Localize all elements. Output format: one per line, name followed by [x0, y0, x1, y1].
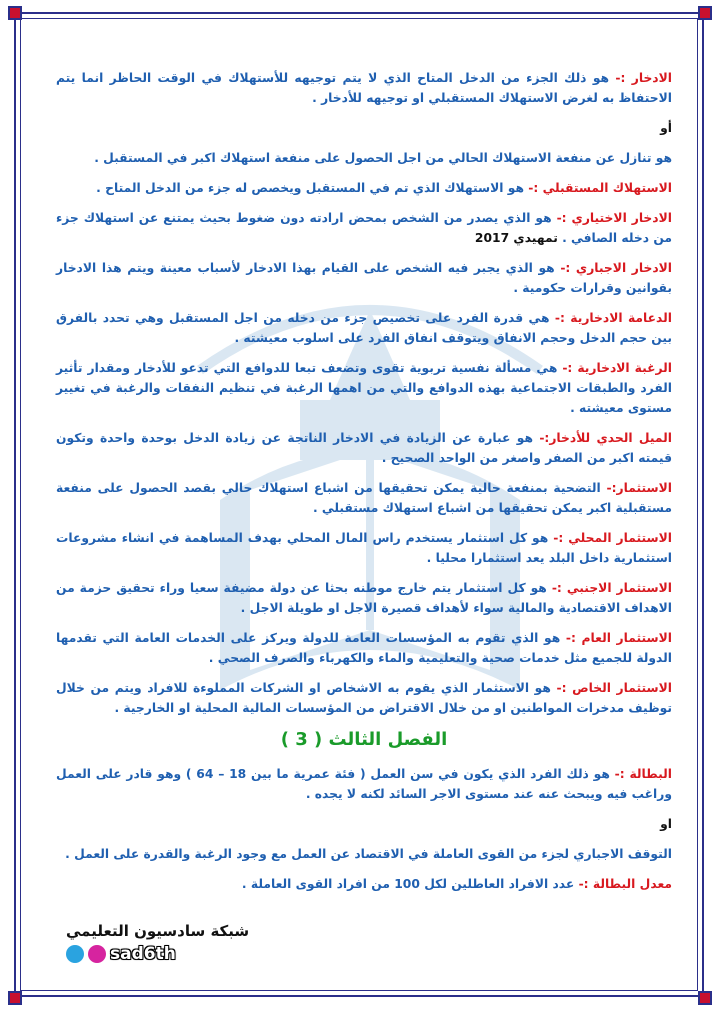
- corner-ornament: [8, 6, 22, 20]
- definition-entry: [56, 358, 672, 418]
- definition-entry: [56, 844, 672, 864]
- instagram-icon: [88, 945, 106, 963]
- logo-handle: sad6th: [110, 944, 176, 964]
- definition-entry: [56, 578, 672, 618]
- or-separator: أو: [660, 121, 672, 135]
- definition-text: التوقف الاجباري لجزء من القوى العاملة في الاقتصاد عن العمل مع وجود الرغبة والقدرة على العمل .: [65, 847, 672, 861]
- definition-entry: [56, 148, 672, 168]
- definition-text: هو عبارة عن الزيادة في الادخار الناتجة عن زيادة الدخل بوحدة واحدة وتكون قيمته اكبر من الصفر واصغر من الواحد الصحيح .: [56, 431, 672, 465]
- definition-text: التضحية بمنفعة حالية يمكن تحقيقها من اشباع استهلاك حالي بقصد الحصول على منفعة مستقبلية اكبر يمكن تحقيقها من اشباع استهلاك مستقبلي .: [56, 481, 672, 515]
- definition-entry: [56, 678, 672, 718]
- definition-term: الادخار :-: [615, 71, 672, 85]
- logo-name: شبكة سادسيون التعليمي: [66, 922, 250, 940]
- definition-entry: [56, 208, 672, 248]
- definition-text: هو تنازل عن منفعة الاستهلاك الحالي من اجل الحصول على منفعة استهلاك اكبر في المستقبل .: [94, 151, 672, 165]
- definition-entry: [56, 628, 672, 668]
- or-separator: او: [660, 817, 672, 831]
- corner-ornament: [698, 6, 712, 20]
- definition-text: هي قدرة الفرد على تخصيص جزء من دخله من اجل المستقبل وهي تحدد بالفرق بين حجم الدخل وحجم الانفاق ويتوقف انفاق الفرد على اسلوب معيشته .: [56, 311, 672, 345]
- corner-ornament: [698, 991, 712, 1005]
- definition-entry: [56, 68, 672, 108]
- definition-text: هو الذي يصدر من الشخص بمحض ارادته دون ضغوط بحيث يمتنع عن استهلاك جزء من دخله الصافي .: [56, 211, 672, 245]
- definition-entry: [56, 874, 672, 894]
- definition-entry: [56, 478, 672, 518]
- document-body: [56, 68, 672, 904]
- telegram-icon: [66, 945, 84, 963]
- exam-note: تمهيدي 2017: [474, 231, 563, 245]
- definition-entry: [56, 258, 672, 298]
- definition-term: البطالة :-: [614, 767, 672, 781]
- chapter-heading: الفصل الثالث ( 3 ): [280, 729, 448, 750]
- definition-text: هو كل استثمار يستخدم راس المال المحلي بهدف المساهمة في انشاء مشروعات استثمارية داخل البلد يعد استثمارا محليا .: [56, 531, 672, 565]
- definition-text: هو ذلك الفرد الذي يكون في سن العمل ( فئة عمرية ما بين 18 – 64 ) وهو قادر على العمل وراغب فيه ويبحث عنه عند مستوى الاجر السائد لكنه لا يجده .: [56, 767, 672, 801]
- definition-term: الاستهلاك المستقبلي :-: [528, 181, 672, 195]
- definition-text: هو كل استثمار يتم خارج موطنه بحثا عن دولة مضيفة سعيا وراء تحقيق حزمة من الاهداف الاقتصادية والمالية سواء لأهداف قصيرة الاجل او طويلة الاجل .: [56, 581, 672, 615]
- definition-text: هو الاستهلاك الذي تم في المستقبل ويخصص له جزء من الدخل المتاح .: [96, 181, 529, 195]
- definition-term: معدل البطالة :-: [578, 877, 672, 891]
- definition-term: الاستثمار الاجنبي :-: [551, 581, 672, 595]
- definition-entry: [56, 178, 672, 198]
- definition-text: هو الاستثمار الذي يقوم به الاشخاص او الشركات المملوءة للافراد ويتم من خلال توظيف مدخرات المواطنين او من خلال الاقتراض من المؤسسات المالية المحلية او الخارجية .: [56, 681, 672, 715]
- definition-entry: [56, 764, 672, 804]
- definition-text: هي مسألة نفسية تربوية تقوى وتضعف تبعا للدوافع التي تدعو للأدخار ومقدار تأثير الفرد والطبقات الاجتماعية بهذه الدوافع والتي من اهمها الرغبة في تنظيم النفقات والرغبة في تغيير مستوى معيشته .: [56, 361, 672, 415]
- publisher-logo: [66, 922, 249, 964]
- definition-entry: [56, 308, 672, 348]
- definition-term: الاستثمار العام :-: [565, 631, 672, 645]
- definition-text: هو ذلك الجزء من الدخل المتاح الذي لا يتم توجيهه للأستهلاك في الوقت الحاظر انما يتم الاحتفاظ به لغرض الاستهلاك المستقبلي او توجيهه للأدخار .: [56, 71, 672, 105]
- definition-term: الادخار الاجباري :-: [560, 261, 672, 275]
- definition-term: الاستثمار المحلي :-: [553, 531, 672, 545]
- definition-term: الادخار الاختياري :-: [556, 211, 672, 225]
- definition-entry: [56, 528, 672, 568]
- definition-term: الميل الحدي للأدخار:-: [539, 431, 672, 445]
- definition-term: الدعامة الادخارية :-: [554, 311, 672, 325]
- definition-text: عدد الافراد العاطلين لكل 100 من افراد القوى العاملة .: [241, 877, 579, 891]
- corner-ornament: [8, 991, 22, 1005]
- definition-term: الاستثمار الخاص :-: [556, 681, 672, 695]
- definition-term: الاستثمار:-: [606, 481, 672, 495]
- definition-text: هو الذي يجبر فيه الشخص على القيام بهذا الادخار لأسباب معينة ويتم هذا الادخار بقوانين وقرارات حكومية .: [56, 261, 672, 295]
- definition-term: الرغبة الادخارية :-: [562, 361, 672, 375]
- definition-text: هو الذي تقوم به المؤسسات العامة للدولة ويركز على الخدمات العامة التي تقدمها الدولة للجميع مثل خدمات صحية والتعليمية والماء والكهرباء والصرف الصحي .: [56, 631, 672, 665]
- definition-entry: [56, 428, 672, 468]
